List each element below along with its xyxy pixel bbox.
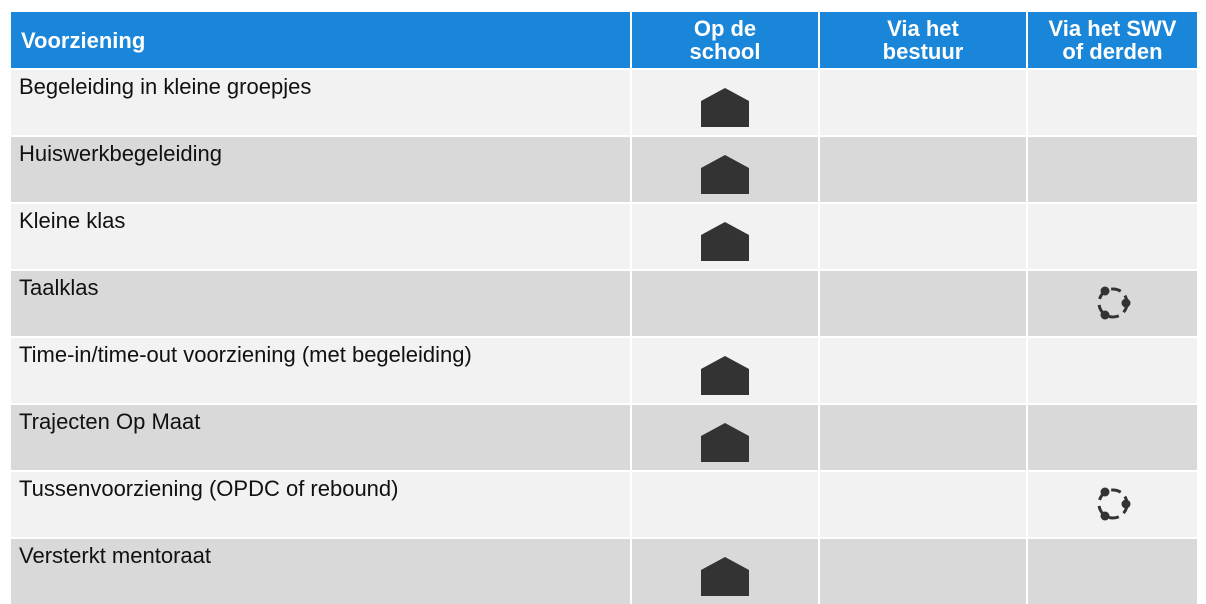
row-name: Begeleiding in kleine groepjes bbox=[11, 69, 631, 136]
house-icon bbox=[701, 557, 749, 596]
cell-bestuur bbox=[819, 404, 1027, 471]
row-name: Trajecten Op Maat bbox=[11, 404, 631, 471]
row-name: Huiswerkbegeleiding bbox=[11, 136, 631, 203]
cell-bestuur bbox=[819, 69, 1027, 136]
cell-swv bbox=[1027, 538, 1197, 604]
row-name: Kleine klas bbox=[11, 203, 631, 270]
cell-bestuur bbox=[819, 270, 1027, 337]
table-row bbox=[11, 136, 1197, 203]
table-row bbox=[11, 471, 1197, 538]
circle-dots-icon bbox=[1093, 283, 1133, 323]
cell-bestuur bbox=[819, 203, 1027, 270]
header-via-het-bestuur bbox=[819, 12, 1027, 69]
cell-swv bbox=[1027, 136, 1197, 203]
table-row bbox=[11, 337, 1197, 404]
cell-bestuur bbox=[819, 538, 1027, 604]
header-row bbox=[11, 12, 1197, 69]
cell-school bbox=[631, 270, 819, 337]
house-icon bbox=[701, 222, 749, 261]
table-row bbox=[11, 270, 1197, 337]
cell-bestuur bbox=[819, 471, 1027, 538]
cell-school bbox=[631, 69, 819, 136]
house-icon bbox=[701, 155, 749, 194]
cell-bestuur bbox=[819, 136, 1027, 203]
cell-swv bbox=[1027, 69, 1197, 136]
cell-swv bbox=[1027, 404, 1197, 471]
header-via-het-swv-label: Via het SWV of derden bbox=[1048, 16, 1177, 64]
header-voorziening: Voorziening bbox=[11, 12, 631, 69]
cell-school bbox=[631, 471, 819, 538]
table-row bbox=[11, 203, 1197, 270]
table-row bbox=[11, 404, 1197, 471]
row-name: Tussenvoorziening (OPDC of rebound) bbox=[11, 471, 631, 538]
house-icon bbox=[701, 423, 749, 462]
table-row bbox=[11, 538, 1197, 604]
cell-school bbox=[631, 337, 819, 404]
house-icon bbox=[701, 88, 749, 127]
header-op-de-school-label: Op de school bbox=[689, 16, 761, 64]
table-row bbox=[11, 69, 1197, 136]
voorzieningen-table-wrapper bbox=[11, 12, 1197, 604]
cell-school bbox=[631, 203, 819, 270]
cell-swv bbox=[1027, 270, 1197, 337]
circle-dots-icon bbox=[1093, 484, 1133, 524]
header-via-het-swv bbox=[1027, 12, 1197, 69]
cell-school bbox=[631, 538, 819, 604]
cell-swv bbox=[1027, 337, 1197, 404]
header-via-het-bestuur-label: Via het bestuur bbox=[882, 16, 964, 64]
header-op-de-school bbox=[631, 12, 819, 69]
cell-swv bbox=[1027, 471, 1197, 538]
table-body bbox=[11, 69, 1197, 604]
cell-bestuur bbox=[819, 337, 1027, 404]
cell-swv bbox=[1027, 203, 1197, 270]
cell-school bbox=[631, 404, 819, 471]
voorzieningen-table bbox=[11, 12, 1197, 604]
cell-school bbox=[631, 136, 819, 203]
house-icon bbox=[701, 356, 749, 395]
row-name: Time-in/time-out voorziening (met begeleiding) bbox=[11, 337, 631, 404]
row-name: Taalklas bbox=[11, 270, 631, 337]
row-name: Versterkt mentoraat bbox=[11, 538, 631, 604]
